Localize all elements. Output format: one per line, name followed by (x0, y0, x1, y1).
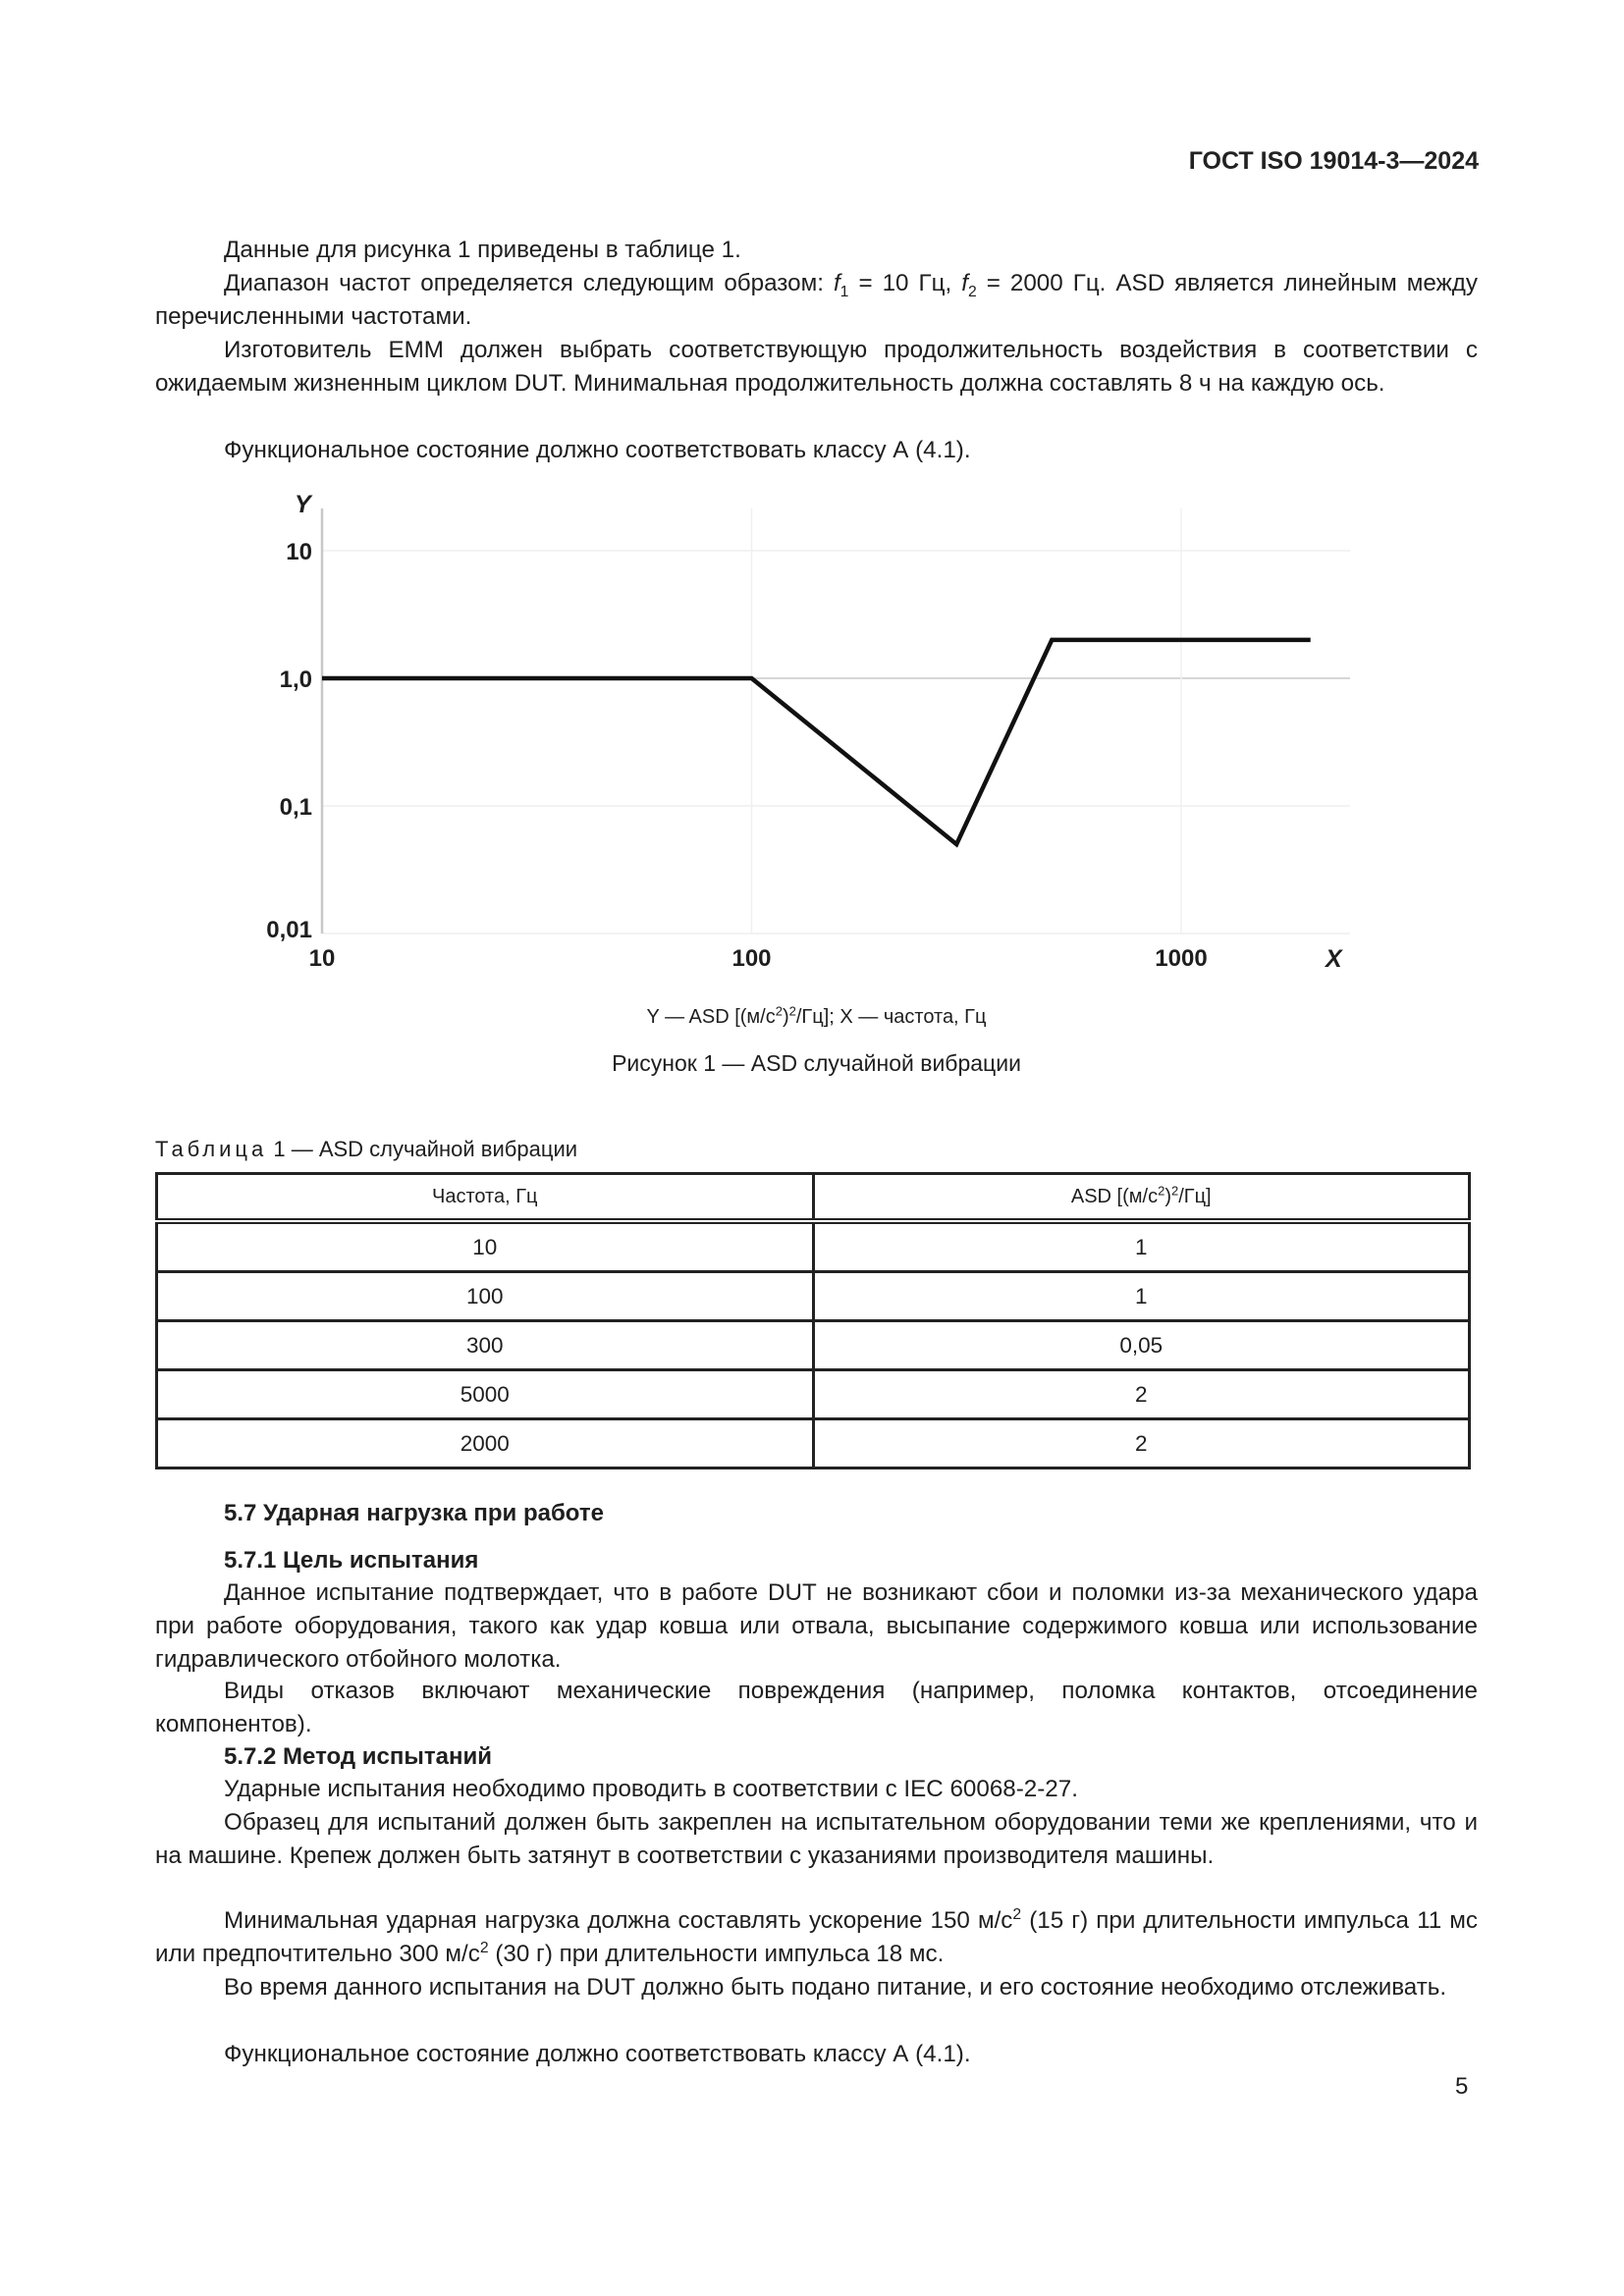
superscript: 2 (775, 1003, 783, 1019)
y-tick-label: 1,0 (279, 667, 312, 693)
paragraph (155, 1904, 1478, 1971)
table-row (157, 1272, 1470, 1321)
superscript: 2 (1170, 1182, 1179, 1198)
section-heading-5-7: 5.7 Ударная нагрузка при работе (224, 1500, 604, 1526)
intro-paragraph-3: Изготовитель ЕММ должен выбрать соответствующую продолжительность воздействия в соответствии с ожидаемым жизненным циклом DUT. Минимальная продолжительность должна составлять 8 ч на каждую ось. (155, 337, 1478, 397)
text-run: Минимальная ударная нагрузка должна составлять ускорение 150 м/с (224, 1907, 1013, 1934)
superscript: 2 (1158, 1182, 1165, 1198)
f1-symbol: f (833, 270, 840, 296)
text-run: ASD [(м/с (1070, 1185, 1159, 1207)
superscript: 2 (479, 1939, 489, 1956)
cell-asd: 1 (813, 1221, 1470, 1272)
asd-table (155, 1172, 1471, 1469)
x-tick-label: 10 (308, 945, 336, 972)
text-run: (15 г) при длительности импульса 11 мс или предпочтительно 300 м/с (155, 1907, 1478, 1967)
y-tick-labels (266, 539, 312, 943)
f2-subscript: 2 (967, 283, 977, 300)
table-row (157, 1419, 1470, 1468)
paragraph: Виды отказов включают механические повреждения (например, поломка контактов, отсоединение компонентов). (155, 1678, 1478, 1737)
cell-frequency: 300 (157, 1321, 814, 1370)
cell-frequency: 2000 (157, 1419, 814, 1468)
table-row (157, 1321, 1470, 1370)
column-header-asd (813, 1174, 1470, 1222)
asd-chart (0, 0, 1624, 1001)
table-title-text: 1 — ASD случайной вибрации (267, 1137, 578, 1161)
x-tick-labels (309, 945, 1208, 972)
x-tick-label: 1000 (1155, 945, 1208, 972)
text-run: /Гц]; X — частота, Гц (795, 1006, 987, 1028)
cell-asd: 2 (813, 1419, 1470, 1468)
text-run: ) (1164, 1185, 1171, 1207)
section-heading-5-7-2: 5.7.2 Метод испытаний (224, 1743, 492, 1770)
text-run: (30 г) при длительности импульса 18 мс. (488, 1941, 945, 1967)
cell-asd: 1 (813, 1272, 1470, 1321)
section-heading-5-7-1: 5.7.1 Цель испытания (224, 1547, 479, 1574)
x-axis-label: X (1326, 945, 1342, 973)
y-tick-label: 10 (286, 539, 312, 565)
paragraph: Образец для испытаний должен быть закреплен на испытательном оборудовании теми же креплениями, что и на машине. Крепеж должен быть затянут в соответствии с указаниями производителя машины. (155, 1809, 1478, 1869)
chart-series (322, 640, 1311, 844)
f1-subscript: 1 (839, 283, 849, 300)
x-tick-label: 100 (731, 945, 772, 972)
cell-asd: 0,05 (813, 1321, 1470, 1370)
series-line-asd (322, 640, 1311, 844)
superscript: 2 (788, 1003, 796, 1019)
chart-grid (322, 508, 1350, 934)
y-tick-label: 0,1 (279, 794, 312, 821)
cell-frequency: 5000 (157, 1370, 814, 1419)
table-title (155, 1137, 577, 1162)
figure-legend (155, 1003, 1478, 1029)
table-header-row (157, 1174, 1470, 1222)
table-row (157, 1221, 1470, 1272)
column-header-frequency: Частота, Гц (157, 1174, 814, 1222)
intro-paragraph-1: Данные для рисунка 1 приведены в таблице 1. (224, 237, 741, 263)
figure-caption: Рисунок 1 — ASD случайной вибрации (612, 1050, 1021, 1076)
paragraph: Данное испытание подтверждает, что в работе DUT не возникают сбои и поломки из-за механического удара при работе оборудования, такого как удар ковша или отвала, высыпание содержимого ковша или использование гидравлического отбойного молотка. (155, 1579, 1478, 1673)
cell-frequency: 10 (157, 1221, 814, 1272)
paragraph: Во время данного испытания на DUT должно быть подано питание, и его состояние необходимо отслеживать. (224, 1974, 1447, 2001)
table-row (157, 1370, 1470, 1419)
cell-asd: 2 (813, 1370, 1470, 1419)
page-number: 5 (1455, 2073, 1469, 2100)
text-run: = 10 Гц, (848, 270, 962, 296)
paragraph: Функциональное состояние должно соответствовать классу А (4.1). (224, 2041, 971, 2067)
document-header-id: ГОСТ ISO 19014-3—2024 (1188, 147, 1479, 175)
text-run: Y — ASD [(м/с (646, 1006, 776, 1028)
text-run: = 2000 Гц. ASD является линейным между перечисленными частотами. (155, 270, 1478, 330)
cell-frequency: 100 (157, 1272, 814, 1321)
text-run: /Гц] (1178, 1185, 1212, 1207)
y-tick-label: 0,01 (266, 917, 312, 943)
paragraph: Ударные испытания необходимо проводить в соответствии с IEC 60068-2-27. (224, 1776, 1078, 1802)
y-axis-label: Y (295, 491, 311, 518)
f2-symbol: f (961, 270, 968, 296)
intro-paragraph-4: Функциональное состояние должно соответствовать классу А (4.1). (224, 437, 971, 463)
text-run: Диапазон частот определяется следующим образом: (224, 270, 834, 296)
text-run: ) (782, 1006, 789, 1028)
table-label: Таблица (155, 1137, 268, 1161)
superscript: 2 (1012, 1905, 1022, 1923)
